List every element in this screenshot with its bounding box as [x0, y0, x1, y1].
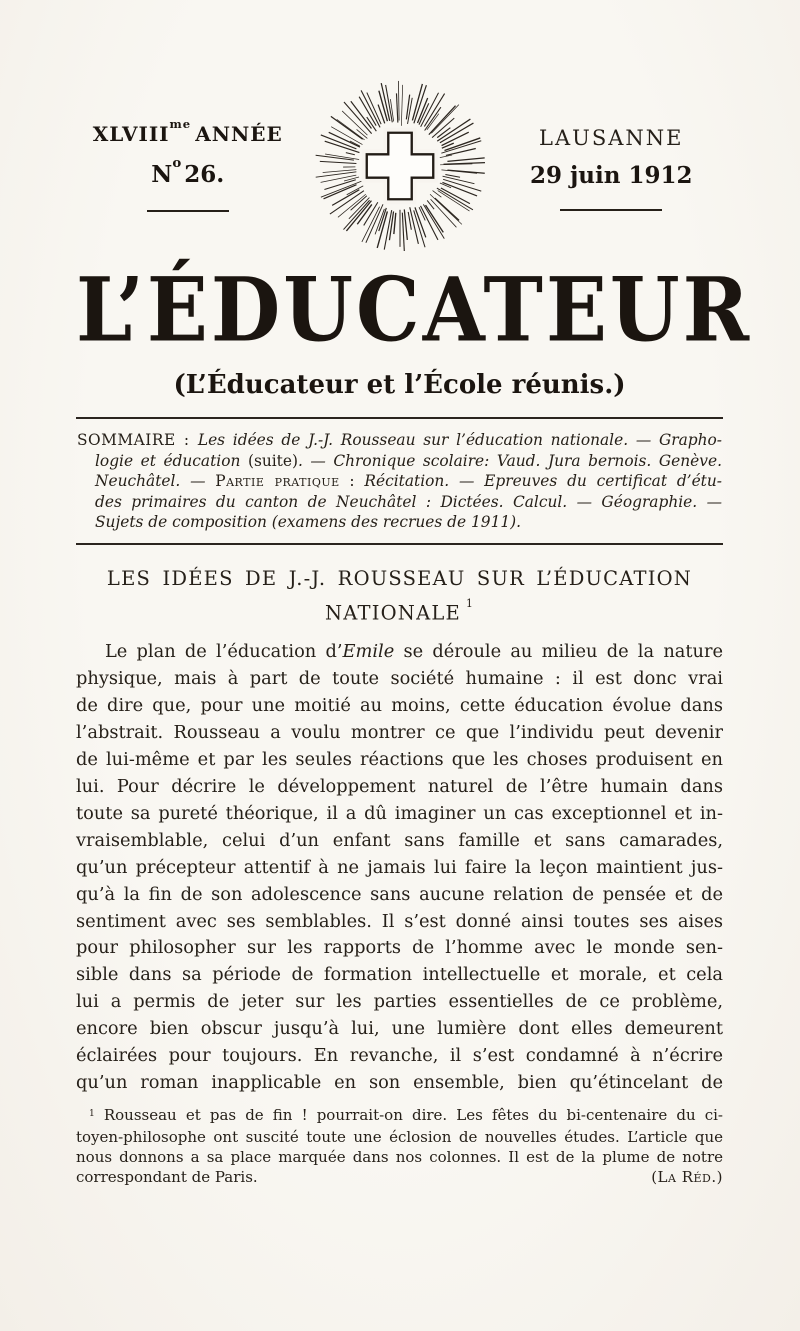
swiss-cross-sunburst-icon — [300, 78, 500, 254]
footnote-last-line — [76, 1168, 723, 1188]
masthead — [76, 78, 723, 256]
text-line: de lui-même et par les seules réactions que les choses produisent en — [76, 749, 723, 771]
year-line — [76, 116, 300, 146]
heading-line-2-text: NATIONALE — [325, 601, 461, 625]
text-line: nous donnons a sa place marquée dans nos colonnes. Il est de la plume de notre — [76, 1148, 723, 1167]
text-line: éclairées pour toujours. En revanche, il s’est condamné à n’écrire — [76, 1045, 723, 1067]
heading-line-2 — [76, 594, 723, 629]
text-line: qu’à la fin de son adolescence sans aucune relation de pensée et de — [76, 883, 723, 905]
footnote-lines — [76, 1106, 723, 1168]
article-heading — [76, 564, 723, 629]
masthead-rule-left — [147, 210, 229, 212]
text-line: $^1$ Rousseau et pas de fin ! pourrait-on dire. Les fêtes du bi-centenaire du ci- — [89, 1105, 723, 1124]
text-line: de dire que, pour une moitié au moins, cette éducation évolue dans — [76, 695, 723, 717]
year-superscript: me — [169, 116, 192, 131]
place-line: LAUSANNE — [539, 126, 684, 150]
text-line: Le plan de l’éducation d’Emile se déroule au milieu de la nature — [105, 641, 723, 663]
text-line: toyen-philosophe ont suscité toute une éclosion de nouvelles études. L’article que — [76, 1128, 723, 1147]
heading-line-1: LES IDÉES DE J.-J. ROUSSEAU SUR L’ÉDUCATION — [106, 566, 693, 590]
text-line: lui. Pour décrire le développement naturel de l’être humain dans — [76, 776, 723, 797]
year-word: ANNÉE — [195, 122, 283, 146]
masthead-left — [76, 78, 300, 212]
text-line: sible dans sa période de formation intellectuelle et morale, et cela — [76, 964, 723, 986]
text-line: lui a permis de jeter sur les parties essentielles de ce problème, — [76, 991, 723, 1013]
text-line: Sujets de composition (examens des recrues de 1911). — [95, 513, 522, 532]
date-line: 29 juin 1912 — [529, 162, 693, 189]
text-line: vraisemblable, celui d’un enfant sans famille et sans camarades, — [76, 829, 723, 851]
issue-ordinal: o — [172, 154, 182, 171]
issue-prefix: N — [151, 161, 173, 188]
divider-rule-bottom — [76, 543, 723, 545]
footnote-attribution: (La Réd.) — [651, 1167, 723, 1186]
page-content — [0, 78, 800, 1187]
sommaire-block — [76, 419, 723, 543]
footnote-last-text: correspondant de Paris. — [76, 1167, 258, 1186]
text-line: des primaires du canton de Neuchâtel : Dictées. Calcul. — Géographie. — — [95, 492, 722, 511]
text-line: pour philosopher sur les rapports de l’homme avec le monde sen- — [76, 937, 723, 959]
swiss-cross — [366, 133, 432, 199]
masthead-rule-right — [560, 209, 662, 211]
year-roman: XLVIII — [92, 122, 170, 146]
heading-footnote-marker: 1 — [465, 596, 474, 610]
text-line: Neuchâtel. — Partie pratique : Récitation. — Epreuves du certificat d’étu- — [95, 472, 722, 491]
text-line: qu’un précepteur attentif à ne jamais lui faire la leçon maintient jus- — [76, 856, 723, 878]
text-line: toute sa pureté théorique, il a dû imaginer un cas exceptionnel et in- — [76, 802, 723, 824]
issue-line — [76, 154, 300, 188]
article-body — [76, 639, 723, 1096]
text-line: encore bien obscur jusqu’à lui, une lumière dont elles demeurent — [76, 1018, 723, 1040]
text-line: physique, mais à part de toute société humaine : il est donc vrai — [76, 668, 723, 690]
text-line: SOMMAIRE : Les idées de J.-J. Rousseau sur l’éducation nationale. — Grapho- — [77, 431, 723, 449]
text-line: l’abstrait. Rousseau a voulu montrer ce que l’individu peut devenir — [76, 722, 723, 744]
journal-title: L’ÉDUCATEUR — [76, 257, 753, 362]
text-line: sentiment avec ses semblables. Il s’est donné ainsi toutes ses aises — [76, 910, 723, 932]
footnote-block — [76, 1106, 723, 1187]
issue-number: 26. — [184, 161, 225, 188]
journal-subtitle: (L’Éducateur et l’École réunis.) — [173, 370, 626, 400]
text-line: logie et éducation (suite). — Chronique scolaire: Vaud. Jura bernois. Genève. — [95, 451, 722, 470]
masthead-right — [500, 78, 724, 211]
text-line: qu’un roman inapplicable en son ensemble, bien qu’étincelant de — [76, 1071, 723, 1093]
